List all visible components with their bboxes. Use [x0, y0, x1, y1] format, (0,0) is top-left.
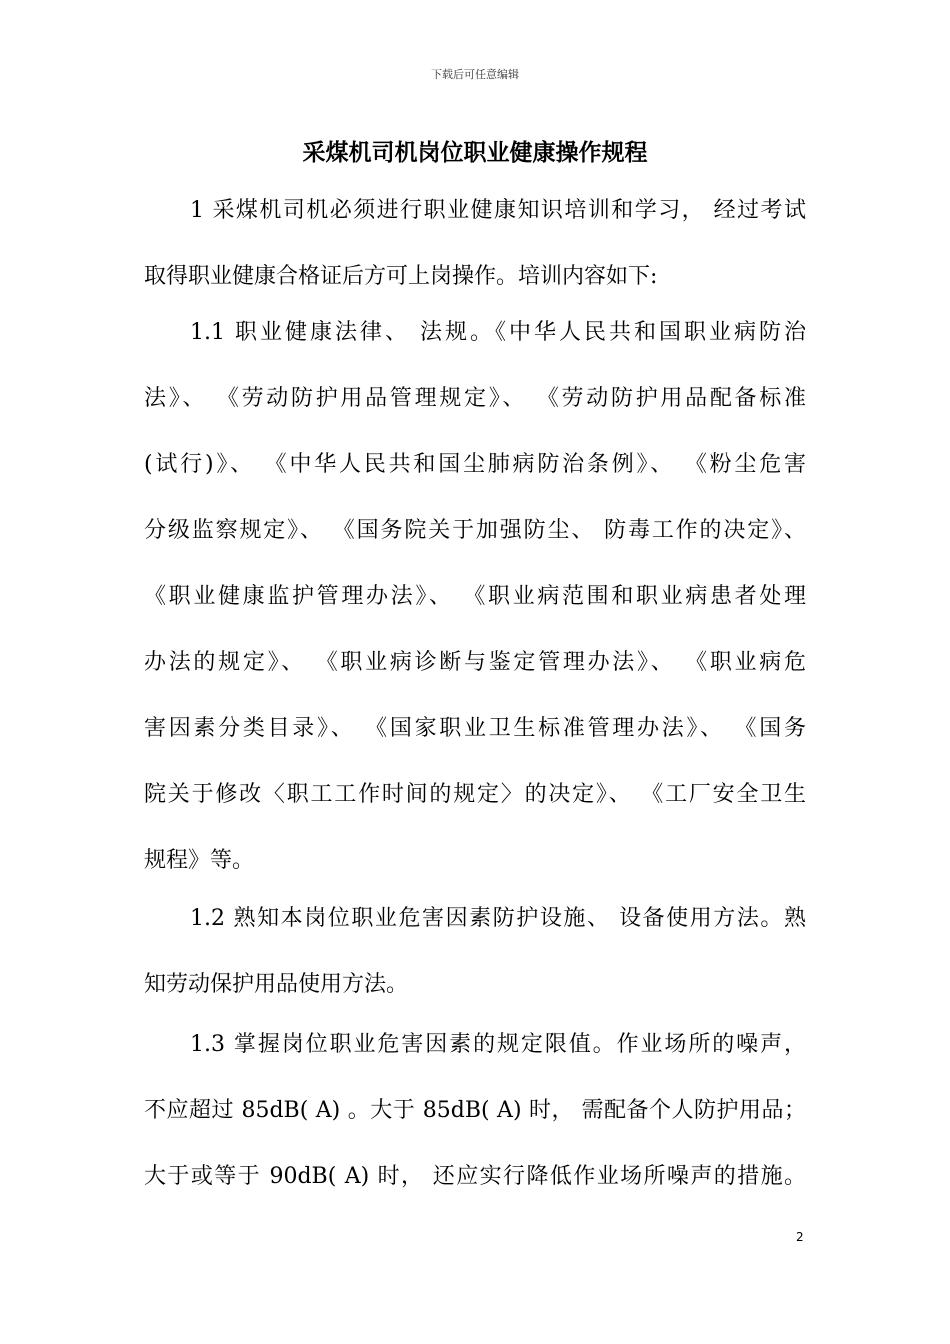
- document-title: 采煤机司机岗位职业健康操作规程: [302, 140, 648, 166]
- paragraph-line: 《职业健康监护管理办法》、 《职业病范围和职业病患者处理: [144, 584, 806, 609]
- paragraph-line: 院关于修改〈职工工作时间的规定〉的决定》、 《工厂安全卫生: [144, 782, 806, 807]
- paragraph-line: 知劳动保护用品使用方法。: [144, 972, 409, 997]
- paragraph-line: 取得职业健康合格证后方可上岗操作。培训内容如下:: [144, 264, 658, 289]
- paragraph-line: 1.1 职业健康法律、 法规。《中华人民共和国职业病防治: [190, 320, 806, 345]
- paragraph-line: 1.2 熟知本岗位职业危害因素防护设施、 设备使用方法。熟: [190, 906, 806, 931]
- paragraph-line: 法》、 《劳动防护用品管理规定》、 《劳动防护用品配备标准: [144, 386, 806, 411]
- paragraph-line: 1.3 掌握岗位职业危害因素的规定限值。作业场所的噪声，: [190, 1032, 806, 1057]
- paragraph-line: 1 采煤机司机必须进行职业健康知识培训和学习， 经过考试: [190, 198, 806, 223]
- paragraph-line: (试行)》、 《中华人民共和国尘肺病防治条例》、 《粉尘危害: [144, 452, 806, 477]
- paragraph-line: 分级监察规定》、 《国务院关于加强防尘、 防毒工作的决定》、: [144, 518, 806, 543]
- header-note: 下载后可任意编辑: [431, 68, 519, 81]
- paragraph-line: 办法的规定》、 《职业病诊断与鉴定管理办法》、 《职业病危: [144, 650, 806, 675]
- paragraph-line: 规程》等。: [144, 848, 255, 873]
- paragraph-line: 害因素分类目录》、 《国家职业卫生标准管理办法》、 《国务: [144, 716, 806, 741]
- paragraph-line: 不应超过 85dB( A) 。大于 85dB( A) 时， 需配备个人防护用品；: [144, 1098, 806, 1123]
- page-number: 2: [796, 1230, 804, 1244]
- paragraph-line: 大于或等于 90dB( A) 时， 还应实行降低作业场所噪声的措施。: [144, 1164, 806, 1189]
